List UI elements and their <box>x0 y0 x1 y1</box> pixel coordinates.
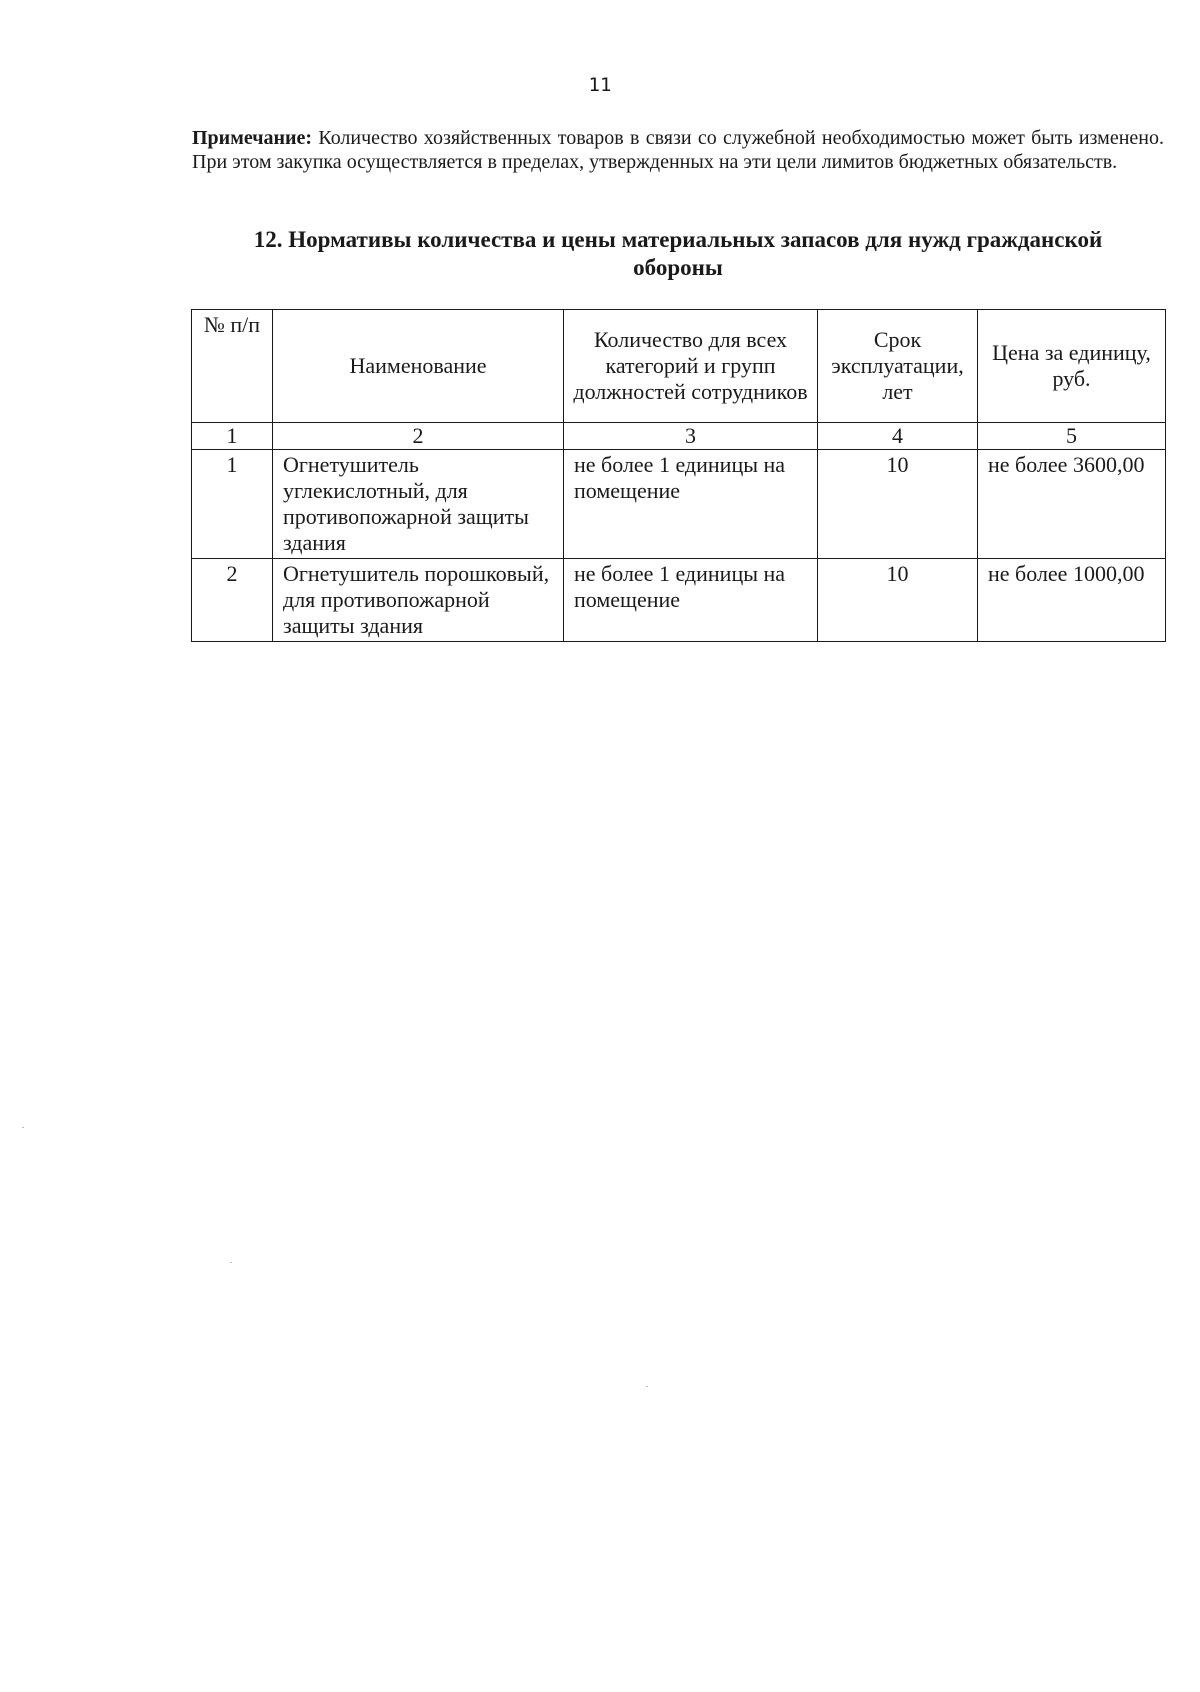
column-number: 5 <box>978 423 1166 450</box>
row-price: не более 1000,00 <box>978 559 1166 642</box>
row-name: Огнетушитель порошковый, для противопожарной защиты здания <box>273 559 564 642</box>
page-number: 11 <box>588 74 612 96</box>
table-row <box>192 559 1166 642</box>
row-term: 10 <box>818 559 978 642</box>
header-quantity: Количество для всех категорий и групп должностей сотрудников <box>564 310 818 423</box>
header-num: № п/п <box>192 310 273 423</box>
row-num: 2 <box>192 559 273 642</box>
header-price: Цена за единицу, руб. <box>978 310 1166 423</box>
column-number: 2 <box>273 423 564 450</box>
note-label: Примечание: <box>192 127 313 149</box>
row-price: не более 3600,00 <box>978 450 1166 559</box>
scan-speck <box>646 1386 648 1387</box>
note-text: Количество хозяйственных товаров в связи со служебной необходимостью может быть изменено. При этом закупка осуществляется в пределах, утвержденных на эти цели лимитов бюджетных обязательств. <box>192 127 1164 173</box>
section-title <box>192 226 1164 282</box>
row-num: 1 <box>192 450 273 559</box>
column-number-row <box>192 423 1166 450</box>
column-number: 3 <box>564 423 818 450</box>
table-header-row <box>192 310 1166 423</box>
scan-speck <box>230 1262 232 1263</box>
header-name: Наименование <box>273 310 564 423</box>
row-term: 10 <box>818 450 978 559</box>
table-row <box>192 450 1166 559</box>
column-number: 4 <box>818 423 978 450</box>
header-term: Срок эксплуатации, лет <box>818 310 978 423</box>
norms-table <box>191 309 1166 642</box>
row-quantity: не более 1 единицы на помещение <box>564 559 818 642</box>
section-title-line-2: обороны <box>633 255 723 280</box>
note-paragraph <box>192 126 1164 174</box>
column-number: 1 <box>192 423 273 450</box>
section-title-line-1: 12. Нормативы количества и цены материальных запасов для нужд гражданской <box>253 227 1103 252</box>
scan-speck <box>22 1127 24 1128</box>
row-name: Огнетушитель углекислотный, для противопожарной защиты здания <box>273 450 564 559</box>
row-quantity: не более 1 единицы на помещение <box>564 450 818 559</box>
